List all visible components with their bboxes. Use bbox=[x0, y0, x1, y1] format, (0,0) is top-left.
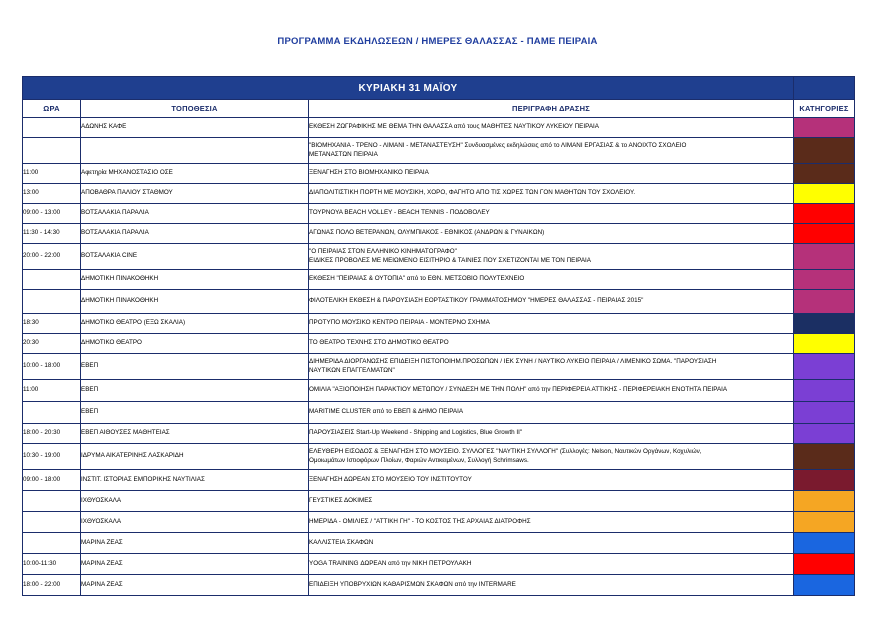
table-row bbox=[23, 533, 855, 554]
cell-description bbox=[309, 138, 794, 164]
table-row bbox=[23, 575, 855, 596]
cell-category-swatch bbox=[794, 244, 855, 270]
cell-category-swatch bbox=[794, 424, 855, 444]
cell-description bbox=[309, 444, 794, 470]
cell-time: 18:00 - 22:00 bbox=[23, 575, 81, 596]
cell-place: ΙΔΡΥΜΑ ΑΙΚΑΤΕΡΙΝΗΣ ΛΑΣΚΑΡΙΔΗ bbox=[81, 444, 309, 470]
table-row bbox=[23, 270, 855, 290]
description-line: ΦΙΛΟΤΕΛΙΚΗ ΕΚΘΕΣΗ & ΠΑΡΟΥΣΙΑΣΗ ΕΟΡΤΑΣΤΙΚΟΥ ΓΡΑΜΜΑΤΟΣΗΜΟΥ "ΗΜΕΡΕΣ ΘΑΛΑΣΣΑΣ - ΠΕΙΡΑΙΑΣ 2015" bbox=[309, 297, 644, 305]
category-color-block bbox=[794, 164, 854, 183]
table-row bbox=[23, 204, 855, 224]
cell-category-swatch bbox=[794, 380, 855, 402]
cell-place: ΑΔΩΝΗΣ ΚΑΦΕ bbox=[81, 118, 309, 138]
description-line: ΟΜΙΛΙΑ "ΑΞΙΟΠΟΙΗΣΗ ΠΑΡΑΚΤΙΟΥ ΜΕΤΩΠΟΥ / ΣΥΝΔΕΣΗ ΜΕ ΤΗΝ ΠΟΛΗ" από την ΠΕΡΙΦΕΡΕΙΑ ΑΤΤΙΚΗΣ - ΠΕΡΙΦΕΡΕΙΑΚΗ ΕΝΟΤΗΤΑ ΠΕΙΡΑΙΑ bbox=[309, 386, 728, 394]
description-line: MARITIME CLUSTER από το ΕΒΕΠ & ΔΗΜΟ ΠΕΙΡΑΙΑ bbox=[309, 408, 464, 416]
table-row bbox=[23, 314, 855, 334]
description-line: ΕΚΘΕΣΗ "ΠΕΙΡΑΙΑΣ & ΟΥΤΟΠΙΑ" από το ΕΘΝ. ΜΕΤΣΟΒΙΟ ΠΟΛΥΤΕΧΝΕΙΟ bbox=[309, 275, 525, 283]
cell-place: ΕΒΕΠ bbox=[81, 354, 309, 380]
cell-time: 10:30 - 19:00 bbox=[23, 444, 81, 470]
cell-description bbox=[309, 380, 794, 402]
category-color-block bbox=[794, 512, 854, 532]
cell-time: 11:30 - 14:30 bbox=[23, 224, 81, 244]
cell-category-swatch bbox=[794, 491, 855, 512]
schedule-table-container bbox=[22, 76, 854, 596]
schedule-table bbox=[22, 76, 855, 596]
cell-time: 09:00 - 18:00 bbox=[23, 470, 81, 491]
description-line: ΔΙΗΜΕΡΙΔΑ ΔΙΟΡΓΑΝΩΣΗΣ ΕΠΙΔΕΙΞΗ ΠΙΣΤΟΠΟΙΗΜ.ΠΡΟΣΩΠΩΝ / ΙΕΚ ΣΥΝΗ / ΝΑΥΤΙΚΟ ΛΥΚΕΙΟ ΠΕΙΡΑΙΑ / ΛΙΜΕΝΙΚΟ ΣΩΜΑ. "ΠΑΡΟΥΣΙΑΣΗ bbox=[309, 358, 717, 365]
cell-time bbox=[23, 491, 81, 512]
cell-category-swatch bbox=[794, 270, 855, 290]
cell-time bbox=[23, 290, 81, 314]
cell-place: ΔΗΜΟΤΙΚΗ ΠΙΝΑΚΟΘΗΚΗ bbox=[81, 270, 309, 290]
cell-description bbox=[309, 118, 794, 138]
cell-place: ΔΗΜΟΤΙΚΟ ΘΕΑΤΡΟ (ΕΞΩ ΣΚΑΛΙΑ) bbox=[81, 314, 309, 334]
category-color-block bbox=[794, 424, 854, 443]
column-header-place: ΤΟΠΟΘΕΣΙΑ bbox=[81, 100, 309, 118]
day-header-cell: ΚΥΡΙΑΚΗ 31 ΜΑΪΟΥ bbox=[23, 77, 794, 100]
table-row bbox=[23, 244, 855, 270]
cell-place: ΕΒΕΠ ΑΙΘΟΥΣΕΣ ΜΑΘΗΤΕΙΑΣ bbox=[81, 424, 309, 444]
description-line: ΕΠΙΔΕΙΞΗ ΥΠΟΒΡΥΧΙΩΝ ΚΑΘΑΡΙΣΜΩΝ ΣΚΑΦΩΝ από την INTERMARE bbox=[309, 580, 516, 588]
description-line: ΞΕΝΑΓΗΣΗ ΣΤΟ ΒΙΟΜΗΧΑΝΙΚΟ ΠΕΙΡΑΙΑ bbox=[309, 169, 429, 177]
cell-category-swatch bbox=[794, 118, 855, 138]
description-line: ΠΡΟΤΥΠΟ ΜΟΥΣΙΚΟ ΚΕΝΤΡΟ ΠΕΙΡΑΙΑ - ΜΟΝΤΕΡΝΟ ΣΧΗΜΑ bbox=[309, 319, 490, 327]
category-color-block bbox=[794, 380, 854, 401]
cell-place: ΜΑΡΙΝΑ ΖΕΑΣ bbox=[81, 575, 309, 596]
category-color-block bbox=[794, 224, 854, 243]
cell-description bbox=[309, 470, 794, 491]
cell-description bbox=[309, 164, 794, 184]
column-header-row bbox=[23, 100, 855, 118]
cell-place: ΒΟΤΣΑΛΑΚΙΑ ΠΑΡΑΛΙΑ bbox=[81, 224, 309, 244]
cell-time bbox=[23, 138, 81, 164]
cell-place: ΔΗΜΟΤΙΚΟ ΘΕΑΤΡΟ bbox=[81, 334, 309, 354]
table-row bbox=[23, 224, 855, 244]
cell-category-swatch bbox=[794, 164, 855, 184]
category-color-block bbox=[794, 314, 854, 333]
cell-time: 20:30 bbox=[23, 334, 81, 354]
description-line: ΞΕΝΑΓΗΣΗ ΔΩΡΕΑΝ ΣΤΟ ΜΟΥΣΕΙΟ ΤΟΥ ΙΝΣΤΙΤΟΥΤΟΥ bbox=[309, 475, 472, 483]
category-color-block bbox=[794, 575, 854, 595]
description-line: ΕΚΘΕΣΗ ΖΩΓΡΑΦΙΚΗΣ ΜΕ ΘΕΜΑ ΤΗΝ ΘΑΛΑΣΣΑ από τους ΜΑΘΗΤΕΣ ΝΑΥΤΙΚΟΥ ΛΥΚΕΙΟΥ ΠΕΙΡΑΙΑ bbox=[309, 123, 599, 131]
category-color-block bbox=[794, 554, 854, 574]
category-color-block bbox=[794, 533, 854, 553]
table-row bbox=[23, 491, 855, 512]
cell-place: ΕΒΕΠ bbox=[81, 402, 309, 424]
cell-time bbox=[23, 512, 81, 533]
description-line: "ΒΙΟΜΗΧΑΝΙΑ - ΤΡΕΝΟ - ΛΙΜΑΝΙ - ΜΕΤΑΝΑΣΤΕΥΣΗ" Συνδυασμένες εκδηλώσεις από το ΛΙΜΑΝΙ ΕΡΓΑΣΙΑΣ & το ΑΝΟΙΧΤΟ ΣΧΟΛΕΙΟ bbox=[309, 142, 687, 149]
cell-place: ΙΝΣΤΙΤ. ΙΣΤΟΡΙΑΣ ΕΜΠΟΡΙΚΗΣ ΝΑΥΤΙΛΙΑΣ bbox=[81, 470, 309, 491]
description-line: YOGA TRAINING ΔΩΡΕΑΝ από την ΝΙΚΗ ΠΕΤΡΟΥΛΑΚΗ bbox=[309, 559, 472, 567]
category-color-block bbox=[794, 204, 854, 223]
cell-description bbox=[309, 334, 794, 354]
cell-category-swatch bbox=[794, 470, 855, 491]
column-header-time: ΩΡΑ bbox=[23, 100, 81, 118]
cell-category-swatch bbox=[794, 290, 855, 314]
cell-description bbox=[309, 224, 794, 244]
description-line: ΤΟ ΘΕΑΤΡΟ ΤΕΧΝΗΣ ΣΤΟ ΔΗΜΟΤΙΚΟ ΘΕΑΤΡΟ bbox=[309, 339, 449, 347]
cell-category-swatch bbox=[794, 554, 855, 575]
table-row bbox=[23, 424, 855, 444]
description-line: ΕΛΕΥΘΕΡΗ ΕΙΣΟΔΟΣ & ΞΕΝΑΓΗΣΗ ΣΤΟ ΜΟΥΣΕΙΟ. ΣΥΛΛΟΓΕΣ "ΝΑΥΤΙΚΗ ΣΥΛΛΟΓΗ" (Συλλογές: Nelson, Ναυτικών Οργάνων, Κοχυλιών, bbox=[309, 448, 702, 455]
cell-category-swatch bbox=[794, 402, 855, 424]
description-line-2: Ομοιωμάτων Ιστιοφόρων Πλοίων, Φαριών Αντικειμένων, Συλλογή Schrimsaws. bbox=[309, 456, 529, 464]
cell-category-swatch bbox=[794, 334, 855, 354]
cell-category-swatch bbox=[794, 575, 855, 596]
description-line-2: ΕΙΔΙΚΕΣ ΠΡΟΒΟΛΕΣ ΜΕ ΜΕΙΩΜΕΝΟ ΕΙΣΙΤΗΡΙΟ & ΤΑΙΝΙΕΣ ΠΟΥ ΣΧΕΤΙΖΟΝΤΑΙ ΜΕ ΤΟΝ ΠΕΙΡΑΙΑ bbox=[309, 256, 591, 264]
column-header-description: ΠΕΡΙΓΡΑΦΗ ΔΡΑΣΗΣ bbox=[309, 100, 794, 118]
cell-time: 18:30 bbox=[23, 314, 81, 334]
cell-category-swatch bbox=[794, 354, 855, 380]
page-title: ΠΡΟΓΡΑΜΜΑ ΕΚΔΗΛΩΣΕΩΝ / ΗΜΕΡΕΣ ΘΑΛΑΣΣΑΣ - ΠΑΜΕ ΠΕΙΡΑΙΑ bbox=[277, 36, 598, 47]
description-line-2: ΝΑΥΤΙΚΩΝ ΕΠΑΓΓΕΛΜΑΤΩΝ" bbox=[309, 366, 395, 374]
cell-place: ΜΑΡΙΝΑ ΖΕΑΣ bbox=[81, 554, 309, 575]
table-row bbox=[23, 512, 855, 533]
cell-place: ΜΑΡΙΝΑ ΖΕΑΣ bbox=[81, 533, 309, 554]
cell-description bbox=[309, 270, 794, 290]
description-line: ΚΑΛΛΙΣΤΕΙΑ ΣΚΑΦΩΝ bbox=[309, 538, 374, 546]
cell-place: Αφετηρία ΜΗΧΑΝΟΣΤΑΣΙΟ ΟΣΕ bbox=[81, 164, 309, 184]
cell-category-swatch bbox=[794, 533, 855, 554]
category-color-block bbox=[794, 244, 854, 269]
table-row bbox=[23, 118, 855, 138]
cell-place: ΙΧΘΥΟΣΚΑΛΑ bbox=[81, 491, 309, 512]
description-line-2: ΜΕΤΑΝΑΣΤΩΝ ΠΕΙΡΑΙΑ bbox=[309, 150, 378, 158]
description-line: ΔΙΑΠΟΛΙΤΙΣΤΙΚΗ ΠΟΡΤΗ ΜΕ ΜΟΥΣΙΚΗ, ΧΟΡΟ, ΦΑΓΗΤΟ ΑΠΟ ΤΙΣ ΧΩΡΕΣ ΤΩΝ ΓΟΝ ΜΑΘΗΤΩΝ ΤΟΥ ΣΧΟΛΕΙΟΥ. bbox=[309, 189, 636, 197]
category-color-block bbox=[794, 444, 854, 469]
cell-place: ΕΒΕΠ bbox=[81, 380, 309, 402]
cell-description bbox=[309, 575, 794, 596]
cell-description bbox=[309, 184, 794, 204]
category-color-block bbox=[794, 118, 854, 137]
cell-category-swatch bbox=[794, 138, 855, 164]
cell-description bbox=[309, 402, 794, 424]
table-row bbox=[23, 290, 855, 314]
cell-time: 11:00 bbox=[23, 380, 81, 402]
cell-category-swatch bbox=[794, 184, 855, 204]
cell-place: ΒΟΤΣΑΛΑΚΙΑ CINE bbox=[81, 244, 309, 270]
category-color-block bbox=[794, 470, 854, 490]
table-row bbox=[23, 138, 855, 164]
cell-time bbox=[23, 402, 81, 424]
column-header-category: ΚΑΤΗΓΟΡΙΕΣ bbox=[794, 100, 855, 118]
category-color-block bbox=[794, 334, 854, 353]
cell-time: 13:00 bbox=[23, 184, 81, 204]
table-row bbox=[23, 554, 855, 575]
cell-place: ΑΠΟΒΑΘΡΑ ΠΑΛΙΟΥ ΣΤΑΘΜΟΥ bbox=[81, 184, 309, 204]
cell-place: ΒΟΤΣΑΛΑΚΙΑ ΠΑΡΑΛΙΑ bbox=[81, 204, 309, 224]
table-row bbox=[23, 444, 855, 470]
cell-place bbox=[81, 138, 309, 164]
category-color-block bbox=[794, 270, 854, 289]
cell-time: 09:00 - 13:00 bbox=[23, 204, 81, 224]
cell-place: ΔΗΜΟΤΙΚΗ ΠΙΝΑΚΟΘΗΚΗ bbox=[81, 290, 309, 314]
cell-description bbox=[309, 491, 794, 512]
cell-time bbox=[23, 533, 81, 554]
day-header-row bbox=[23, 77, 855, 100]
category-color-block bbox=[794, 138, 854, 163]
cell-description bbox=[309, 314, 794, 334]
table-row bbox=[23, 164, 855, 184]
category-color-block bbox=[794, 354, 854, 379]
category-color-block bbox=[794, 184, 854, 203]
table-row bbox=[23, 470, 855, 491]
cell-description bbox=[309, 354, 794, 380]
description-line: ΠΑΡΟΥΣΙΑΣΕΙΣ Start-Up Weekend - Shipping and Logistics, Blue Growth II" bbox=[309, 429, 523, 437]
category-color-block bbox=[794, 290, 854, 313]
cell-time: 18:00 - 20:30 bbox=[23, 424, 81, 444]
cell-time: 11:00 bbox=[23, 164, 81, 184]
table-row bbox=[23, 334, 855, 354]
cell-description bbox=[309, 554, 794, 575]
cell-place: ΙΧΘΥΟΣΚΑΛΑ bbox=[81, 512, 309, 533]
table-row bbox=[23, 354, 855, 380]
cell-category-swatch bbox=[794, 224, 855, 244]
cell-time: 10:00-11:30 bbox=[23, 554, 81, 575]
category-color-block bbox=[794, 402, 854, 423]
cell-category-swatch bbox=[794, 204, 855, 224]
schedule-table-body bbox=[23, 77, 855, 596]
table-row bbox=[23, 184, 855, 204]
cell-description bbox=[309, 290, 794, 314]
cell-description bbox=[309, 424, 794, 444]
table-row bbox=[23, 402, 855, 424]
day-header-spacer bbox=[794, 77, 855, 100]
description-line: ΑΓΩΝΑΣ ΠΟΛΟ ΒΕΤΕΡΑΝΩΝ, ΟΛΥΜΠΙΑΚΟΣ - ΕΘΝΙΚΟΣ (ΑΝΔΡΩΝ & ΓΥΝΑΙΚΩΝ) bbox=[309, 229, 545, 237]
cell-description bbox=[309, 204, 794, 224]
cell-time bbox=[23, 270, 81, 290]
cell-time: 20:00 - 22:00 bbox=[23, 244, 81, 270]
cell-description bbox=[309, 512, 794, 533]
cell-time bbox=[23, 118, 81, 138]
description-line: ΤΟΥΡΝΟΥΑ BEACH VOLLEY - BEACH TENNIS - ΠΟΔΟΒΟΛΕΥ bbox=[309, 209, 490, 217]
description-line: "Ο ΠΕΙΡΑΙΑΣ ΣΤΟΝ ΕΛΛΗΝΙΚΟ ΚΙΝΗΜΑΤΟΓΡΑΦΟ" bbox=[309, 248, 457, 255]
cell-time: 10:00 - 18:00 bbox=[23, 354, 81, 380]
cell-category-swatch bbox=[794, 444, 855, 470]
description-line: ΗΜΕΡΙΔΑ - ΟΜΙΛΙΕΣ / "ΑΤΤΙΚΗ ΓΗ" - ΤΟ ΚΟΣΤΟΣ ΤΗΣ ΑΡΧΑΙΑΣ ΔΙΑΤΡΟΦΗΣ bbox=[309, 517, 531, 525]
cell-description bbox=[309, 244, 794, 270]
category-color-block bbox=[794, 491, 854, 511]
cell-category-swatch bbox=[794, 314, 855, 334]
table-row bbox=[23, 380, 855, 402]
description-line: ΓΕΥΣΤΙΚΕΣ ΔΟΚΙΜΕΣ bbox=[309, 496, 373, 504]
cell-category-swatch bbox=[794, 512, 855, 533]
cell-description bbox=[309, 533, 794, 554]
